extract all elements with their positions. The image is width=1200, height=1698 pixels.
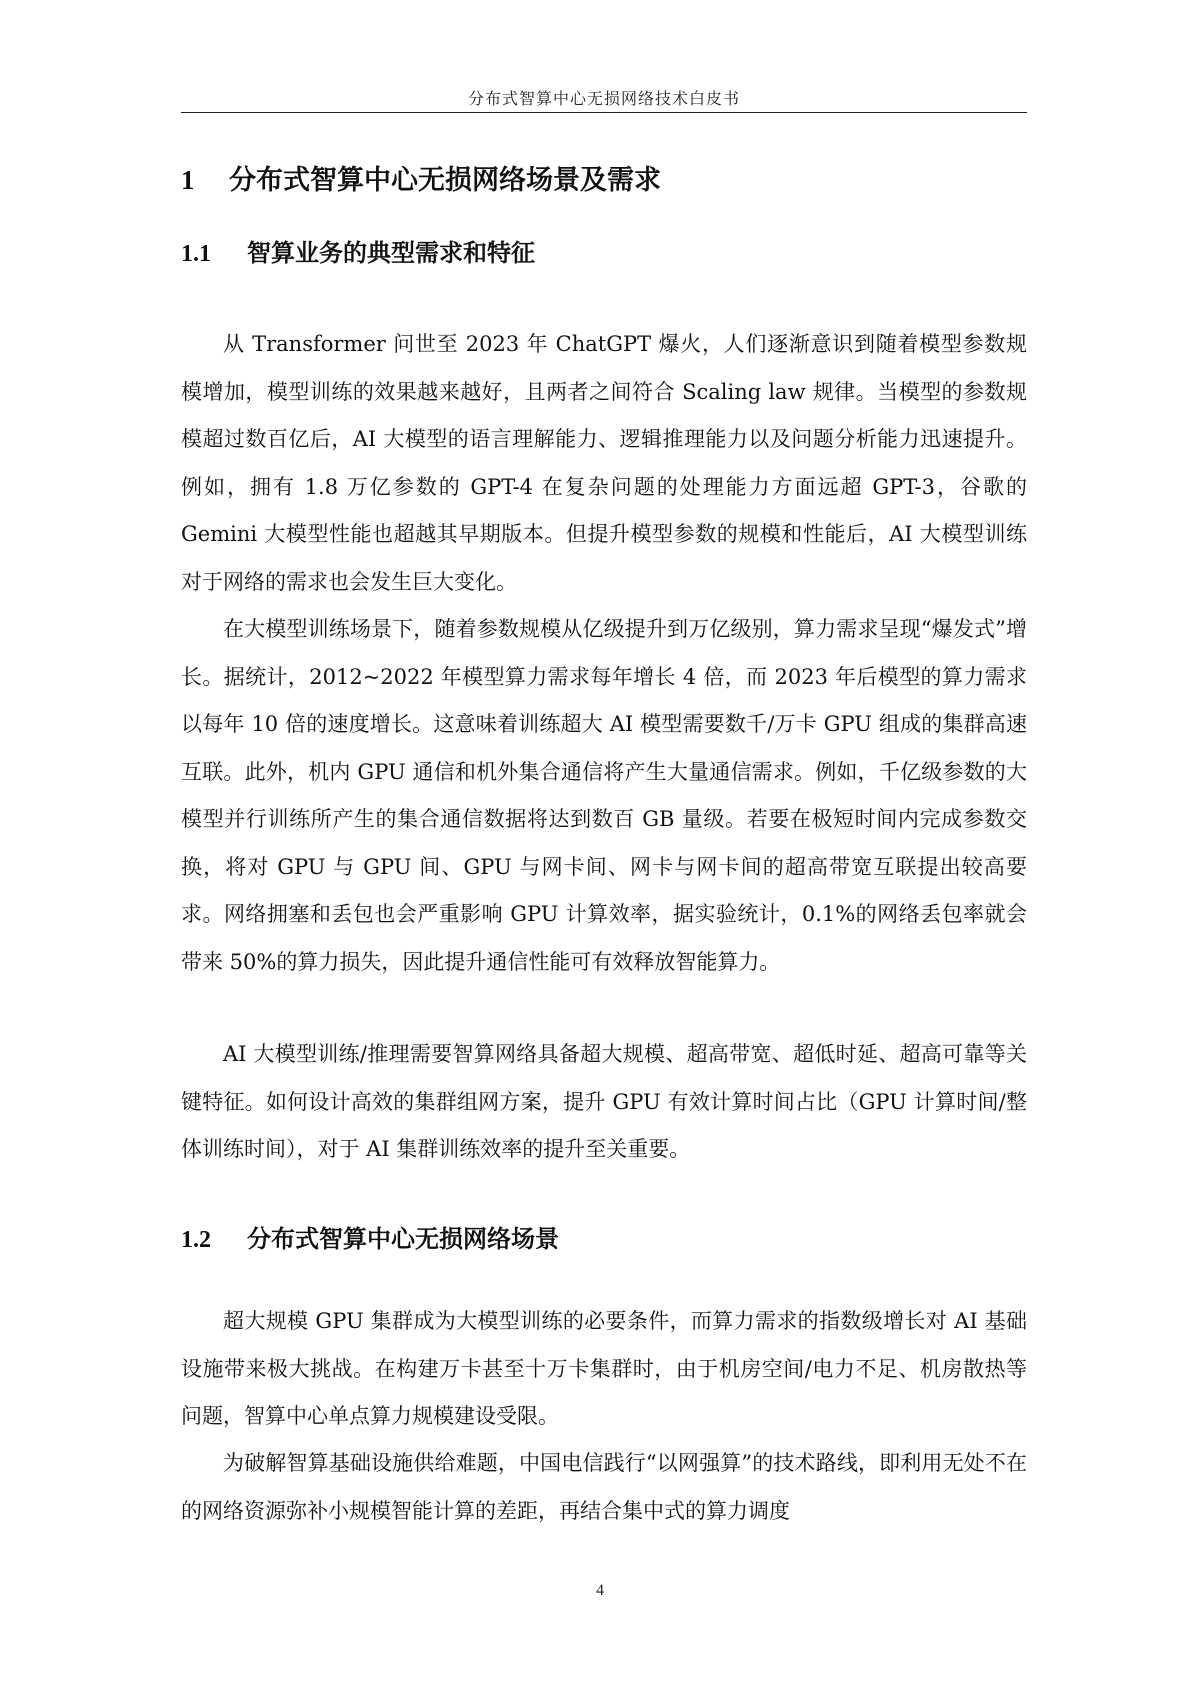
paragraph-1-1-a: 从 Transformer 问世至 2023 年 ChatGPT 爆火，人们逐渐意识到随着模型参数规模增加，模型训练的效果越来越好，且两者之间符合 Scaling law 规律。当模型的参数规模超过数百亿后，AI 大模型的语言理解能力、逻辑推理能力以及问题分析能力迅速提升。例如，拥有 1.8 万亿参数的 GPT-4 在复杂问题的处理能力方面远超 GPT-3，谷歌的 Gemini 大模型性能也超越其早期版本。但提升模型参数的规模和性能后，AI 大模型训练对于网络的需求也会发生巨大变化。 — [181, 332, 1027, 594]
section-1-2-number: 1.2 — [181, 1227, 211, 1253]
page-number: 4 — [596, 1582, 604, 1599]
running-header: 分布式智算中心无损网络技术白皮书 — [467, 89, 740, 108]
paragraph-1-2-a: 超大规模 GPU 集群成为大模型训练的必要条件，而算力需求的指数级增长对 AI 基础设施带来极大挑战。在构建万卡甚至十万卡集群时，由于机房空间/电力不足、机房散热等问题，智算中心单点算力规模建设受限。 — [181, 1309, 1027, 1428]
section-1-number: 1 — [181, 165, 195, 195]
paragraph-1-1-b: 在大模型训练场景下，随着参数规模从亿级提升到万亿级别，算力需求呈现“爆发式”增长。据统计，2012~2022 年模型算力需求每年增长 4 倍，而 2023 年后模型的算力需求以每年 10 倍的速度增长。这意味着训练超大 AI 模型需要数千/万卡 GPU 组成的集群高速互联。此外，机内 GPU 通信和机外集合通信将产生大量通信需求。例如，千亿级参数的大模型并行训练所产生的集合通信数据将达到数百 GB 量级。若要在极短时间内完成参数交换，将对 GPU 与 GPU 间、GPU 与网卡间、网卡与网卡间的超高带宽互联提出较高要求。网络拥塞和丢包也会严重影响 GPU 计算效率，据实验统计，0.1%的网络丢包率就会带来 50%的算力损失，因此提升通信性能可有效释放智能算力。 — [181, 617, 1027, 974]
section-1-title: 分布式智算中心无损网络场景及需求 — [229, 165, 661, 196]
section-1-2-heading — [181, 1219, 559, 1254]
section-1-1-heading — [181, 233, 535, 268]
paragraph-1-2-b: 为破解智算基础设施供给难题，中国电信践行“以网强算”的技术路线，即利用无处不在的网络资源弥补小规模智能计算的差距，再结合集中式的算力调度 — [181, 1451, 1027, 1523]
header-rule — [181, 112, 1027, 113]
section-1-1-number: 1.1 — [181, 241, 211, 267]
paragraph-1-1-c: AI 大模型训练/推理需要智算网络具备超大规模、超高带宽、超低时延、超高可靠等关键特征。如何设计高效的集群组网方案，提升 GPU 有效计算时间占比（GPU 计算时间/整体训练时间），对于 AI 集群训练效率的提升至关重要。 — [181, 1042, 1027, 1161]
section-1-1-title: 智算业务的典型需求和特征 — [247, 239, 535, 267]
section-1-2-title: 分布式智算中心无损网络场景 — [247, 1225, 559, 1253]
section-1-heading — [181, 158, 661, 197]
